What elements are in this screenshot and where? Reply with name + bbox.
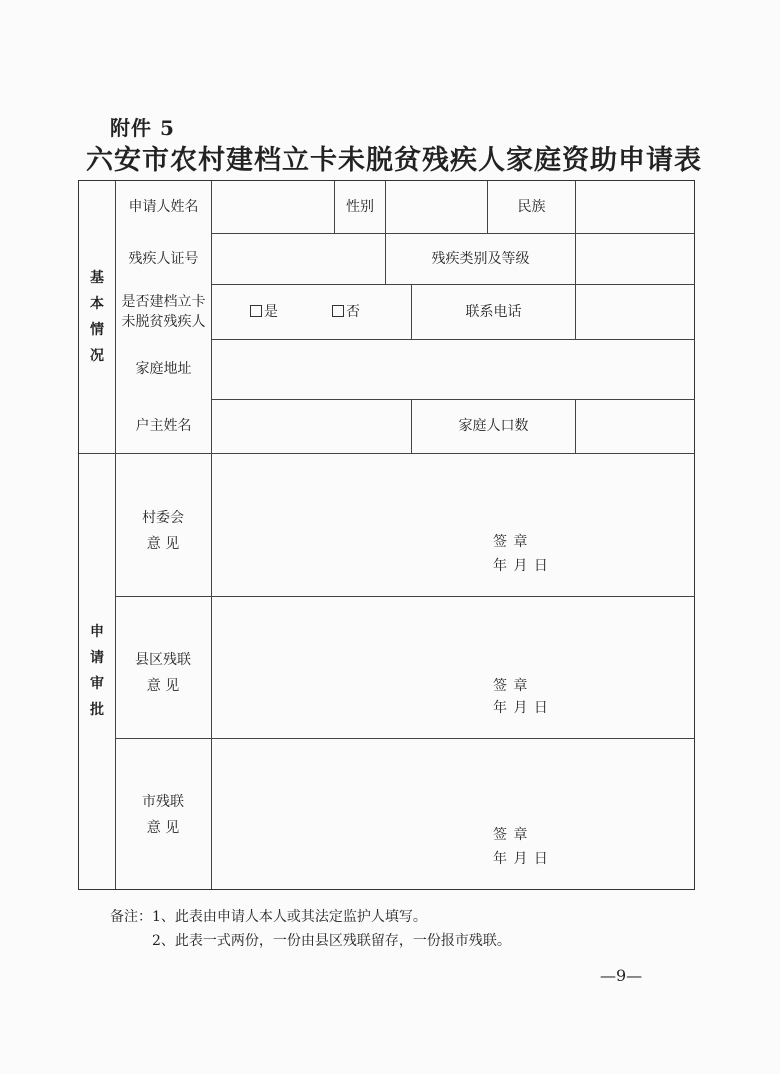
form-title: 六安市农村建档立卡未脱贫残疾人家庭资助申请表: [86, 145, 702, 176]
name-field[interactable]: [212, 181, 334, 233]
opinion-line1: 市残联: [142, 794, 184, 810]
sign-seal: 签 章: [493, 678, 529, 694]
opinion-line2: 意 见: [146, 536, 180, 552]
phone-label: 联系电话: [465, 303, 522, 320]
registered-label: [116, 285, 211, 339]
option-yes-checkbox[interactable]: [250, 301, 278, 323]
section-char: 请: [90, 650, 104, 666]
attachment-label: 附件 5: [110, 116, 175, 140]
opinion-line1: 村委会: [142, 510, 184, 526]
county-federation-label: [115, 647, 211, 699]
opinion-line1: 县区残联: [135, 652, 191, 668]
city-federation-label: [115, 789, 211, 841]
registered-label-line1: 是否建档立卡: [121, 294, 206, 310]
sign-seal: 签 章: [493, 534, 529, 550]
village-committee-label: [115, 505, 211, 557]
household-head-field[interactable]: [212, 400, 411, 453]
option-yes-label: 是: [264, 303, 278, 320]
notes: [110, 905, 511, 953]
village-opinion-field[interactable]: [212, 454, 695, 596]
option-no-label: 否: [346, 303, 360, 320]
disability-cert-field[interactable]: [212, 234, 385, 284]
section-char: 批: [90, 702, 104, 718]
note-line2: 2、此表一式两份，一份由县区残联留存，一份报市残联。: [152, 933, 511, 949]
note-line1: 备注：1、此表由申请人本人或其法定监护人填写。: [110, 909, 427, 925]
section-approval: [79, 453, 115, 889]
name-label: 申请人姓名: [128, 198, 199, 215]
section-char: 情: [90, 322, 104, 338]
section-char: 审: [90, 676, 104, 692]
address-label: 家庭地址: [135, 361, 192, 378]
address-field[interactable]: [212, 340, 695, 399]
registered-options: [212, 285, 411, 339]
household-head-label: 户主姓名: [135, 418, 192, 435]
ethnicity-field[interactable]: [576, 181, 695, 233]
disability-type-label: 残疾类别及等级: [431, 250, 530, 267]
disability-type-field[interactable]: [576, 234, 695, 284]
sign-date: 年 月 日: [493, 851, 549, 867]
gender-field[interactable]: [386, 181, 487, 233]
sign-date: 年 月 日: [493, 700, 549, 716]
opinion-line2: 意 见: [146, 820, 180, 836]
opinion-line2: 意 见: [146, 678, 180, 694]
section-char: 申: [90, 624, 104, 640]
registered-label-line2: 未脱贫残疾人: [121, 314, 206, 330]
household-size-label: 家庭人口数: [458, 418, 529, 435]
section-char: 本: [90, 296, 104, 312]
section-basic-info: [79, 181, 115, 453]
application-form: [78, 180, 695, 890]
gender-label: 性别: [346, 198, 374, 215]
city-opinion-field[interactable]: [212, 739, 695, 889]
county-opinion-field[interactable]: [212, 597, 695, 738]
phone-field[interactable]: [576, 285, 695, 339]
sign-seal: 签 章: [493, 827, 529, 843]
ethnicity-label: 民族: [517, 198, 546, 215]
sign-date: 年 月 日: [493, 558, 549, 574]
section-char: 况: [90, 348, 104, 364]
household-size-field[interactable]: [576, 400, 695, 453]
section-char: 基: [90, 270, 104, 286]
disability-cert-label: 残疾人证号: [128, 250, 199, 267]
page-number: —9—: [600, 966, 643, 985]
option-no-checkbox[interactable]: [332, 301, 360, 323]
